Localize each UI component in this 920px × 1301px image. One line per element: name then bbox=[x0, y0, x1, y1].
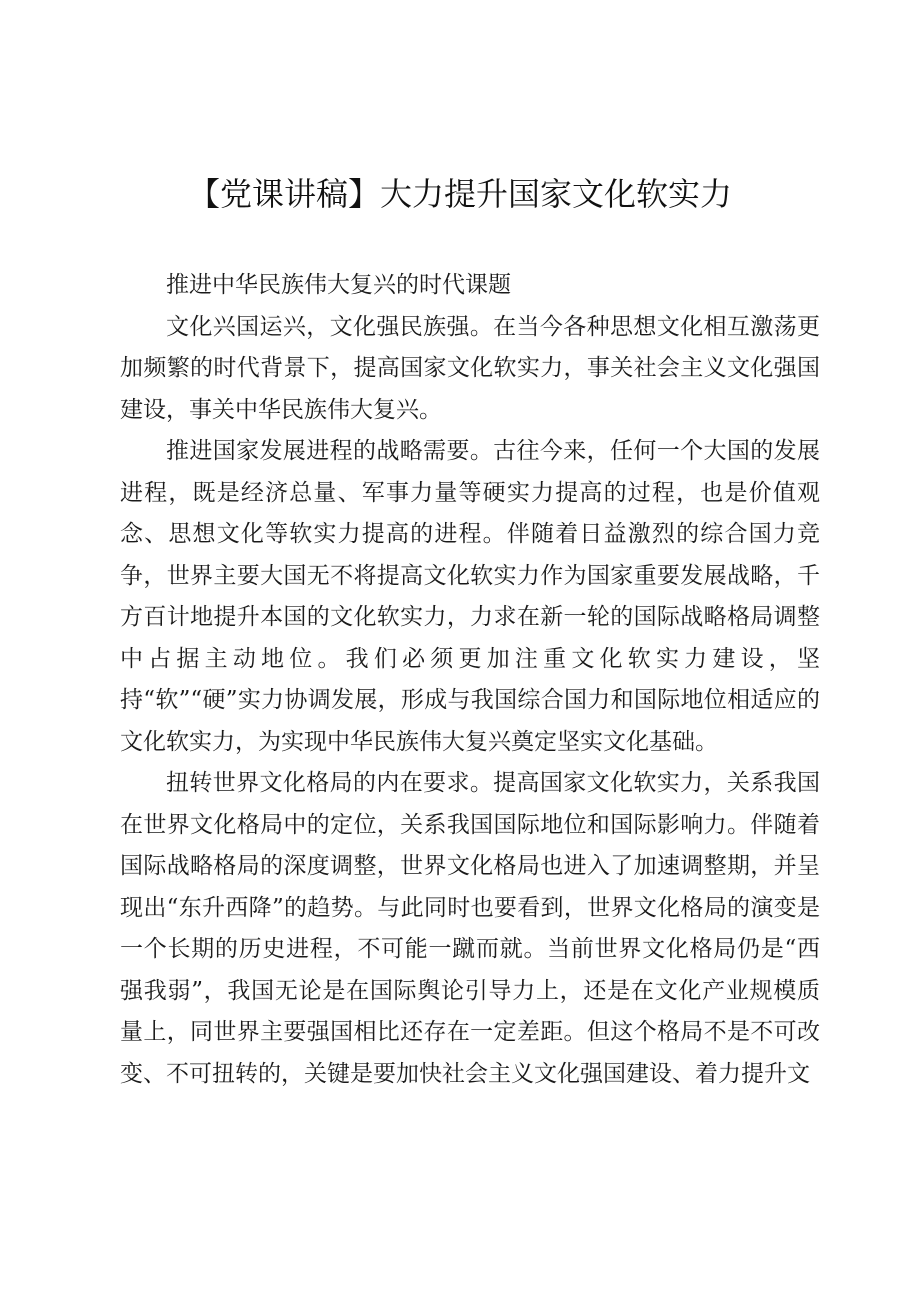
document-title: 【党课讲稿】大力提升国家文化软实力 bbox=[187, 175, 732, 213]
paragraph-1: 文化兴国运兴，文化强民族强。在当今各种思想文化相互激荡更加频繁的时代背景下，提高国家文化软实力，事关社会主义文化强国建设，事关中华民族伟大复兴。 bbox=[120, 313, 820, 423]
paragraph-3: 扭转世界文化格局的内在要求。提高国家文化软实力，关系我国在世界文化格局中的定位，关系我国国际地位和国际影响力。伴随着国际战略格局的深度调整，世界文化格局也进入了加速调整期，并呈现出“东升西降”的趋势。与此同时也要看到，世界文化格局的演变是一个长期的历史进程，不可能一蹴而就。当前世界文化格局仍是“西强我弱”，我国无论是在国际舆论引导力上，还是在文化产业规模质量上，同世界主要强国相比还存在一定差距。但这个格局不是不可改变、不可扭转的，关键是要加快社会主义文化强国建设、着力提升文 bbox=[120, 770, 820, 1087]
section-subheading: 推进中华民族伟大复兴的时代课题 bbox=[166, 272, 511, 298]
paragraph-2: 推进国家发展进程的战略需要。古往今来，任何一个大国的发展进程，既是经济总量、军事力量等硬实力提高的过程，也是价值观念、思想文化等软实力提高的进程。伴随着日益激烈的综合国力竞争，世界主要大国无不将提高文化软实力作为国家重要发展战略，千方百计地提升本国的文化软实力，力求在新一轮的国际战略格局调整中占据主动地位。我们必须更加注重文化软实力建设，坚持“软”“硬”实力协调发展，形成与我国综合国力和国际地位相适应的文化软实力，为实现中华民族伟大复兴奠定坚实文化基础。 bbox=[120, 438, 820, 755]
document-body bbox=[120, 265, 820, 1095]
